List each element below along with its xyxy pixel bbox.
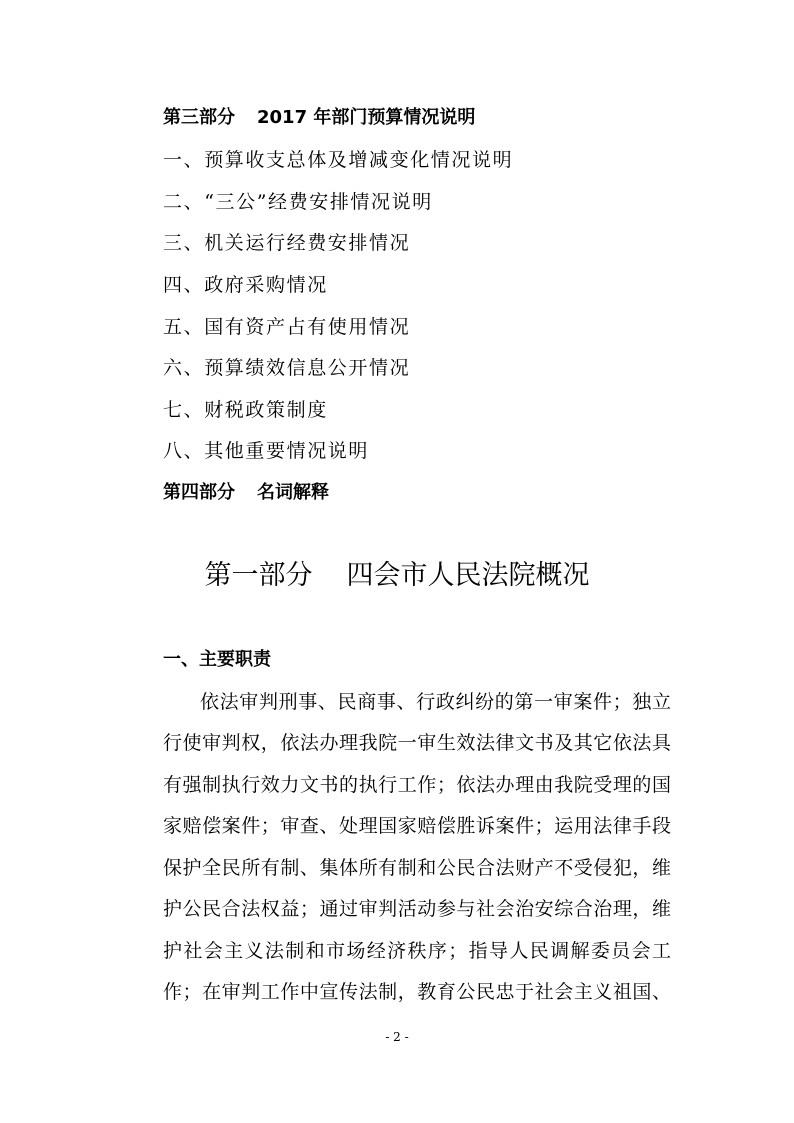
chapter-title bbox=[0, 559, 794, 593]
chapter-name: 四会市人民法院概况 bbox=[346, 560, 590, 591]
paragraph-line: 依法审判刑事、民商事、行政纠纷的第一审案件；独立 bbox=[200, 691, 671, 713]
toc-item-8: 八、其他重要情况说明 bbox=[163, 440, 370, 462]
toc-item-2: 二、“三公”经费安排情况说明 bbox=[163, 191, 433, 213]
toc-item-6: 六、预算绩效信息公开情况 bbox=[163, 357, 411, 379]
page-number: - 2 - bbox=[385, 1030, 409, 1044]
toc-item-7: 七、财税政策制度 bbox=[163, 399, 328, 421]
toc-part3-title: 2017 年部门预算情况说明 bbox=[257, 107, 476, 128]
paragraph-line: 家赔偿案件；审查、处理国家赔偿胜诉案件；运用法律手段 bbox=[163, 815, 671, 837]
toc-part4-heading bbox=[163, 481, 329, 505]
toc-part4-label: 第四部分 bbox=[163, 482, 235, 503]
paragraph-line: 有强制执行效力文书的执行工作；依法办理由我院受理的国 bbox=[163, 774, 671, 796]
toc-part3-label: 第三部分 bbox=[163, 107, 235, 128]
toc-item-4: 四、政府采购情况 bbox=[163, 274, 328, 296]
paragraph-line: 护社会主义法制和市场经济秩序；指导人民调解委员会工 bbox=[163, 940, 671, 962]
toc-item-3: 三、机关运行经费安排情况 bbox=[163, 232, 411, 254]
toc-part4-title: 名词解释 bbox=[257, 482, 329, 503]
paragraph-line: 保护全民所有制、集体所有制和公民合法财产不受侵犯，维 bbox=[163, 857, 671, 879]
paragraph-line: 行使审判权，依法办理我院一审生效法律文书及其它依法具 bbox=[163, 732, 671, 754]
toc-part3-heading bbox=[163, 106, 475, 130]
paragraph-line: 作；在审判工作中宣传法制，教育公民忠于社会主义祖国、 bbox=[163, 981, 671, 1003]
section-heading: 一、主要职责 bbox=[163, 649, 271, 670]
paragraph-line: 护公民合法权益；通过审判活动参与社会治安综合治理，维 bbox=[163, 898, 671, 920]
toc-item-1: 一、预算收支总体及增减变化情况说明 bbox=[163, 149, 514, 171]
toc-item-5: 五、国有资产占有使用情况 bbox=[163, 316, 411, 338]
chapter-label: 第一部分 bbox=[204, 560, 313, 591]
